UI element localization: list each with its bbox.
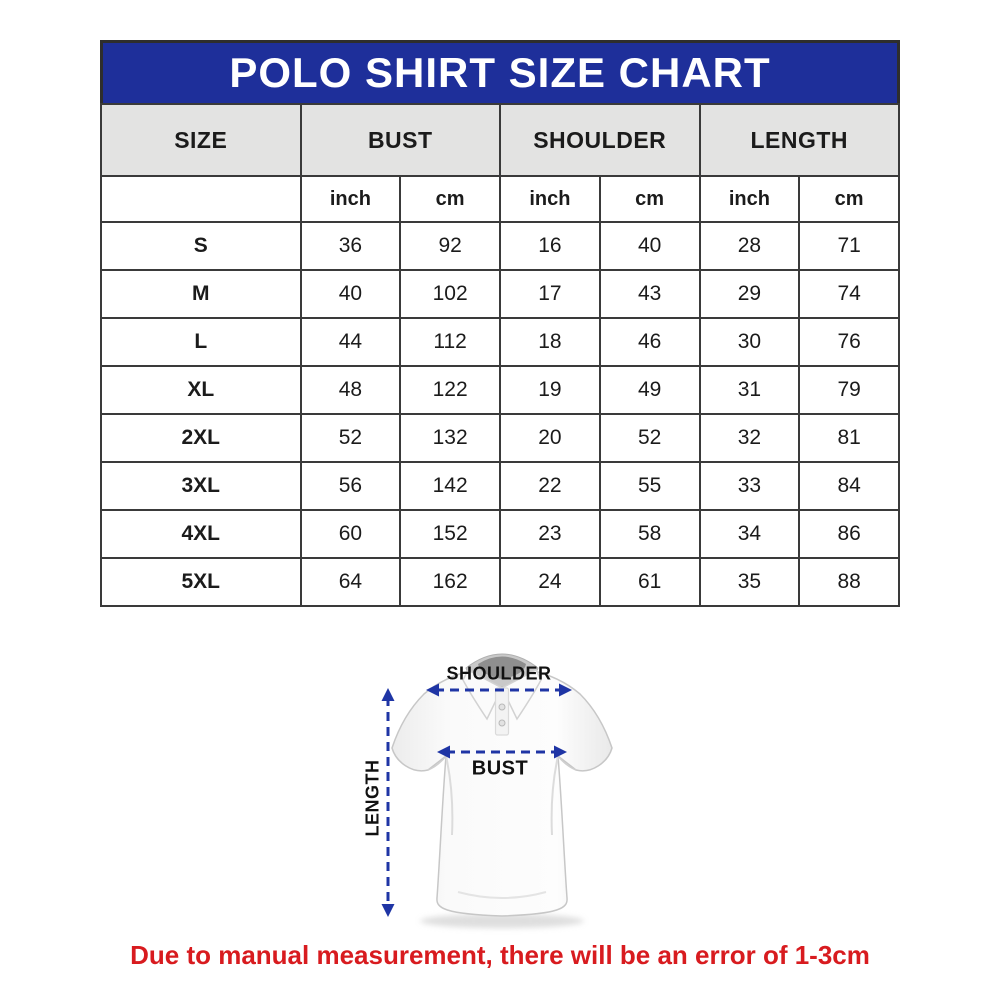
table-cell: 162 xyxy=(400,558,500,606)
table-cell: 23 xyxy=(500,510,600,558)
unit-header-length-inch: inch xyxy=(700,176,800,222)
table-cell: 58 xyxy=(600,510,700,558)
unit-header-shoulder-cm: cm xyxy=(600,176,700,222)
table-row-5xl xyxy=(101,558,899,606)
size-label: M xyxy=(101,270,301,318)
chart-title-bar xyxy=(100,40,900,106)
table-cell: 34 xyxy=(700,510,800,558)
table-row-l xyxy=(101,318,899,366)
table-row-s xyxy=(101,222,899,270)
table-cell: 33 xyxy=(700,462,800,510)
size-label: S xyxy=(101,222,301,270)
column-header-size: SIZE xyxy=(101,104,301,176)
table-row-4xl xyxy=(101,510,899,558)
table-header-row xyxy=(101,104,899,176)
table-cell: 40 xyxy=(301,270,401,318)
table-row-3xl xyxy=(101,462,899,510)
table-row-m xyxy=(101,270,899,318)
table-cell: 19 xyxy=(500,366,600,414)
size-label: 3XL xyxy=(101,462,301,510)
table-cell: 81 xyxy=(799,414,899,462)
table-cell: 74 xyxy=(799,270,899,318)
table-cell: 46 xyxy=(600,318,700,366)
table-cell: 36 xyxy=(301,222,401,270)
table-cell: 44 xyxy=(301,318,401,366)
unit-header-length-cm: cm xyxy=(799,176,899,222)
table-cell: 56 xyxy=(301,462,401,510)
table-cell: 88 xyxy=(799,558,899,606)
table-cell: 16 xyxy=(500,222,600,270)
polo-shirt-diagram xyxy=(340,630,680,940)
column-header-shoulder: SHOULDER xyxy=(500,104,700,176)
measurement-note: Due to manual measurement, there will be an error of 1-3cm xyxy=(130,940,870,970)
table-cell: 102 xyxy=(400,270,500,318)
table-cell: 64 xyxy=(301,558,401,606)
polo-button xyxy=(499,720,505,726)
table-cell: 30 xyxy=(700,318,800,366)
table-row-2xl xyxy=(101,414,899,462)
polo-button xyxy=(499,704,505,710)
size-chart xyxy=(100,40,900,607)
table-cell: 60 xyxy=(301,510,401,558)
table-cell: 29 xyxy=(700,270,800,318)
table-cell: 61 xyxy=(600,558,700,606)
chart-title: POLO SHIRT SIZE CHART xyxy=(229,49,771,96)
unit-header-empty xyxy=(101,176,301,222)
table-cell: 48 xyxy=(301,366,401,414)
table-cell: 76 xyxy=(799,318,899,366)
table-cell: 18 xyxy=(500,318,600,366)
size-label: 4XL xyxy=(101,510,301,558)
table-cell: 43 xyxy=(600,270,700,318)
table-cell: 32 xyxy=(700,414,800,462)
table-cell: 52 xyxy=(600,414,700,462)
table-cell: 24 xyxy=(500,558,600,606)
table-row-xl xyxy=(101,366,899,414)
table-cell: 92 xyxy=(400,222,500,270)
table-cell: 122 xyxy=(400,366,500,414)
table-cell: 52 xyxy=(301,414,401,462)
table-cell: 84 xyxy=(799,462,899,510)
table-cell: 17 xyxy=(500,270,600,318)
bust-label: BUST xyxy=(471,757,529,780)
length-label: LENGTH xyxy=(362,759,383,837)
size-label: 5XL xyxy=(101,558,301,606)
table-cell: 152 xyxy=(400,510,500,558)
table-cell: 31 xyxy=(700,366,800,414)
table-cell: 49 xyxy=(600,366,700,414)
size-table xyxy=(100,103,900,607)
unit-header-row xyxy=(101,176,899,222)
table-cell: 86 xyxy=(799,510,899,558)
table-cell: 132 xyxy=(400,414,500,462)
column-header-bust: BUST xyxy=(301,104,501,176)
size-label: 2XL xyxy=(101,414,301,462)
unit-header-bust-inch: inch xyxy=(301,176,401,222)
shoulder-label: SHOULDER xyxy=(446,663,552,684)
polo-placket xyxy=(496,688,509,735)
column-header-length: LENGTH xyxy=(700,104,900,176)
unit-header-bust-cm: cm xyxy=(400,176,500,222)
table-cell: 112 xyxy=(400,318,500,366)
table-cell: 35 xyxy=(700,558,800,606)
table-cell: 142 xyxy=(400,462,500,510)
table-cell: 71 xyxy=(799,222,899,270)
size-label: XL xyxy=(101,366,301,414)
table-cell: 28 xyxy=(700,222,800,270)
unit-header-shoulder-inch: inch xyxy=(500,176,600,222)
table-cell: 40 xyxy=(600,222,700,270)
table-cell: 22 xyxy=(500,462,600,510)
size-label: L xyxy=(101,318,301,366)
table-cell: 79 xyxy=(799,366,899,414)
table-cell: 55 xyxy=(600,462,700,510)
table-cell: 20 xyxy=(500,414,600,462)
